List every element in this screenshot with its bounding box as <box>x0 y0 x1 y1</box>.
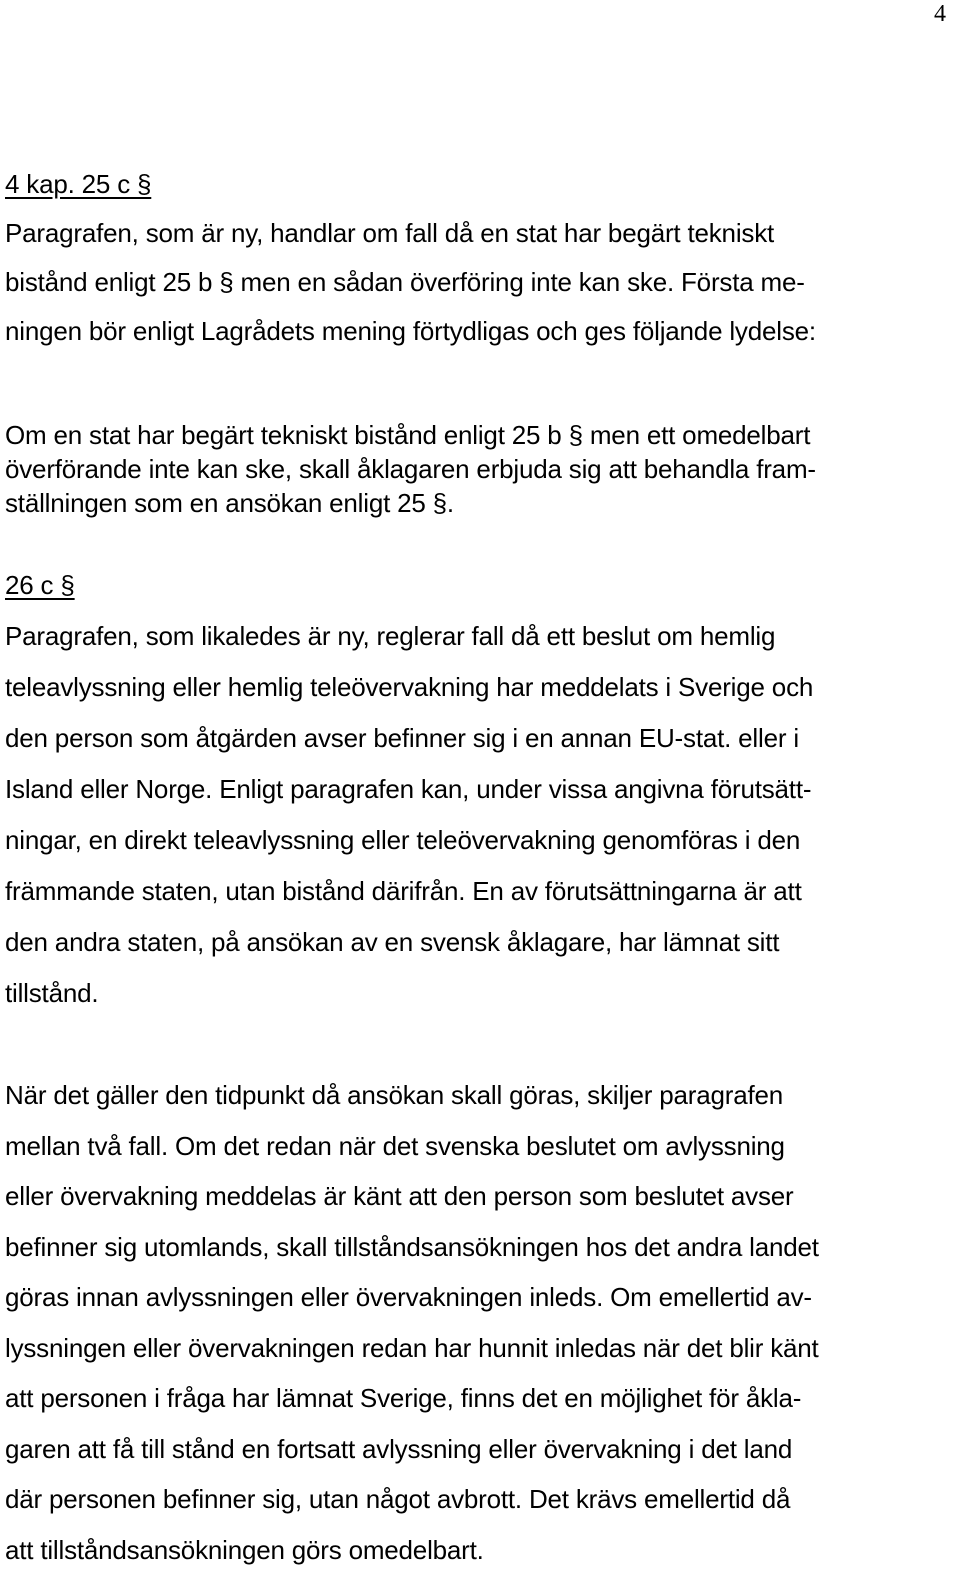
paragraph-line: Paragrafen, som är ny, handlar om fall då en stat har begärt tekniskt <box>5 218 775 248</box>
page-number: 4 <box>934 1 946 27</box>
paragraph-line: mellan två fall. Om det redan när det svenska beslutet om avlyssning <box>5 1130 785 1161</box>
paragraph-line: den person som åtgärden avser befinner sig i en annan EU-stat. eller i <box>5 723 799 753</box>
section-heading: 26 c § <box>5 570 75 600</box>
paragraph-line: befinner sig utomlands, skall tillståndsansökningen hos det andra landet <box>5 1231 819 1262</box>
quote-line: ställningen som en ansökan enligt 25 §. <box>5 488 454 518</box>
paragraph-line: där personen befinner sig, utan något avbrott. Det krävs emellertid då <box>5 1484 791 1514</box>
paragraph-line: främmande staten, utan bistånd därifrån. En av förutsättningarna är att <box>5 876 802 906</box>
section-timing <box>5 1070 950 1575</box>
section-heading: 4 kap. 25 c § <box>5 169 152 199</box>
paragraph-line: den andra staten, på ansökan av en svensk åklagare, har lämnat sitt <box>5 927 780 957</box>
paragraph-line: tillstånd. <box>5 978 99 1008</box>
section-4kap-25c <box>5 160 950 356</box>
paragraph-line: Paragrafen, som likaledes är ny, reglerar fall då ett beslut om hemlig <box>5 621 776 651</box>
paragraph-line: göras innan avlyssningen eller övervakningen inleds. Om emellertid av- <box>5 1282 812 1312</box>
proposed-wording <box>5 418 950 520</box>
paragraph-line: garen att få till stånd en fortsatt avlyssning eller övervakning i det land <box>5 1433 793 1464</box>
paragraph-line: att personen i fråga har lämnat Sverige, finns det en möjlighet för åkla- <box>5 1383 802 1413</box>
quote-line: Om en stat har begärt tekniskt bistånd enligt 25 b § men ett omedelbart <box>5 420 811 450</box>
paragraph-line: När det gäller den tidpunkt då ansökan skall göras, skiljer paragrafen <box>5 1080 784 1110</box>
paragraph-line: ningen bör enligt Lagrådets mening förtydligas och ges följande lydelse: <box>5 316 816 346</box>
paragraph-line: att tillståndsansökningen görs omedelbart. <box>5 1534 484 1565</box>
paragraph-line: ningar, en direkt teleavlyssning eller teleövervakning genomföras i den <box>5 825 801 855</box>
paragraph-line: lyssningen eller övervakningen redan har hunnit inledas när det blir känt <box>5 1332 819 1363</box>
section-26c <box>5 560 950 1019</box>
quote-line: överförande inte kan ske, skall åklagaren erbjuda sig att behandla fram- <box>5 454 816 484</box>
paragraph-line: bistånd enligt 25 b § men en sådan överföring inte kan ske. Första me- <box>5 267 805 297</box>
paragraph-line: teleavlyssning eller hemlig teleövervakning har meddelats i Sverige och <box>5 672 814 702</box>
paragraph-line: Island eller Norge. Enligt paragrafen kan, under vissa angivna förutsätt- <box>5 774 812 804</box>
paragraph-line: eller övervakning meddelas är känt att den person som beslutet avser <box>5 1181 794 1211</box>
